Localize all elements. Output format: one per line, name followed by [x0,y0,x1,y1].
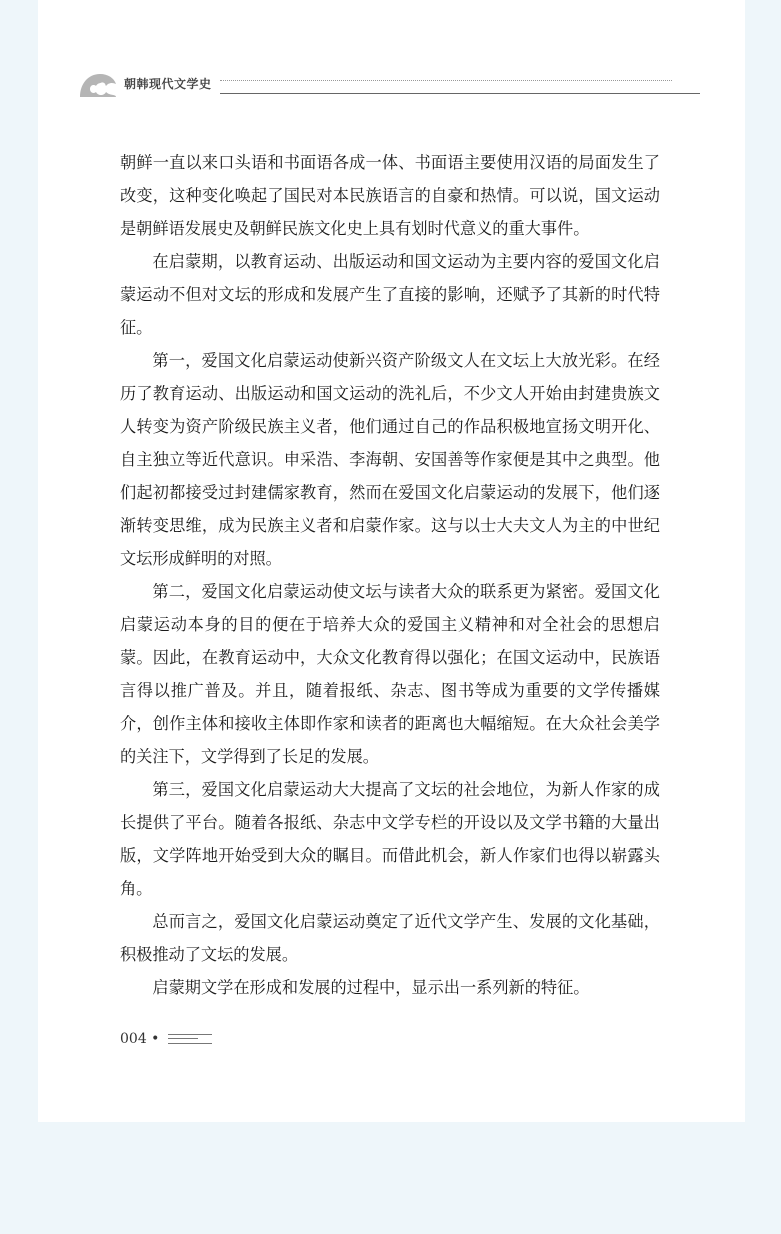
page-footer [120,1031,212,1047]
header-dotted-rule [220,80,672,81]
paragraph: 第一，爱国文化启蒙运动使新兴资产阶级文人在文坛上大放光彩。在经历了教育运动、出版运动和国文运动的洗礼后，不少文人开始由封建贵族文人转变为资产阶级民族主义者，他们通过自己的作品积极地宣扬文明开化、自主独立等近代意识。申采浩、李海朝、安国善等作家便是其中之典型。他们起初都接受过封建儒家教育，然而在爱国文化启蒙运动的发展下，他们逐渐转变思维，成为民族主义者和启蒙作家。这与以士大夫文人为主的中世纪文坛形成鲜明的对照。 [120,351,660,568]
page-body [120,146,660,1004]
paragraph: 在启蒙期，以教育运动、出版运动和国文运动为主要内容的爱国文化启蒙运动不但对文坛的形成和发展产生了直接的影响，还赋予了其新的时代特征。 [120,252,660,337]
page-number: 004 • [120,1031,160,1047]
cloud-ornament-icon [78,70,118,98]
running-header [78,68,660,100]
paragraph: 总而言之，爱国文化启蒙运动奠定了近代文学产生、发展的文化基础，积极推动了文坛的发展。 [120,912,660,964]
paragraph: 朝鲜一直以来口头语和书面语各成一体、书面语主要使用汉语的局面发生了改变，这种变化唤起了国民对本民族语言的自豪和热情。可以说，国文运动是朝鲜语发展史及朝鲜民族文化史上具有划时代意义的重大事件。 [120,153,660,238]
paragraph: 第二，爱国文化启蒙运动使文坛与读者大众的联系更为紧密。爱国文化启蒙运动本身的目的便在于培养大众的爱国主义精神和对全社会的思想启蒙。因此，在教育运动中，大众文化教育得以强化；在国文运动中，民族语言得以推广普及。并且，随着报纸、杂志、图书等成为重要的文学传播媒介，创作主体和接收主体即作家和读者的距离也大幅缩短。在大众社会美学的关注下，文学得到了长足的发展。 [120,582,660,766]
footer-ornament [168,1034,212,1044]
book-title: 朝韩现代文学史 [124,77,212,91]
paragraph: 启蒙期文学在形成和发展的过程中，显示出一系列新的特征。 [152,978,590,997]
paragraph: 第三，爱国文化启蒙运动大大提高了文坛的社会地位，为新人作家的成长提供了平台。随着各报纸、杂志中文学专栏的开设以及文学书籍的大量出版，文学阵地开始受到大众的瞩目。而借此机会，新人作家们也得以崭露头角。 [120,780,660,898]
book-page [38,0,745,1122]
header-rule [220,93,700,94]
